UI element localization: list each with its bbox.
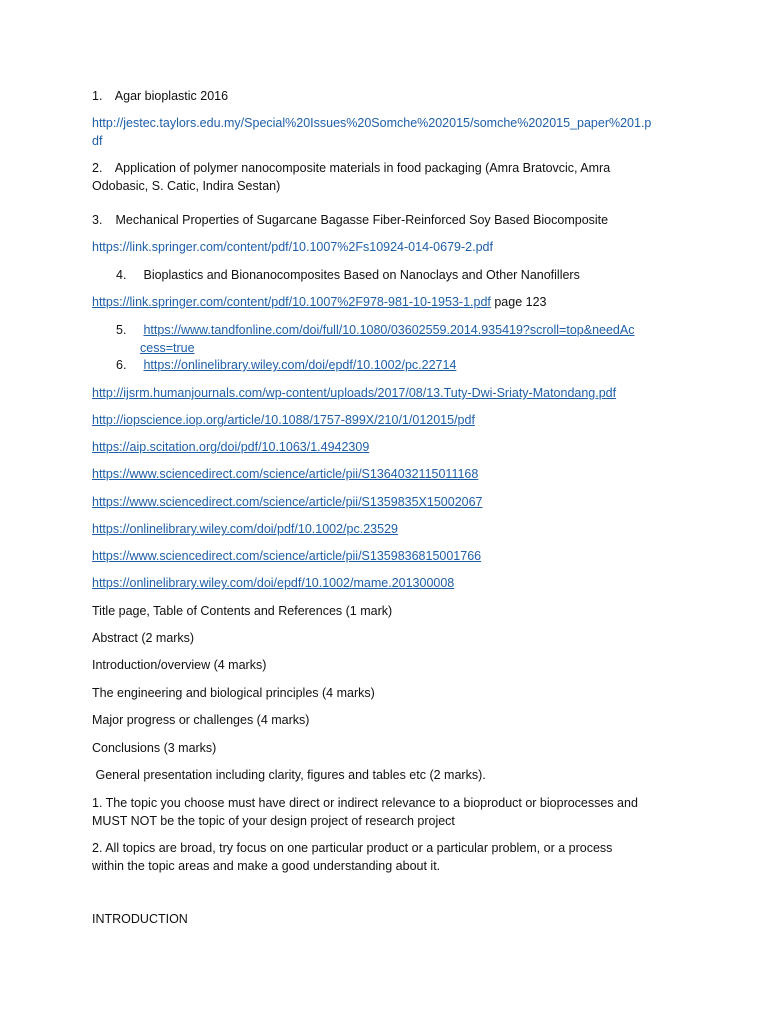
item-1-number: 1.: [92, 89, 103, 103]
item-5: [116, 321, 634, 339]
item-1-url-line-1[interactable]: http://jestec.taylors.edu.my/Special%20Issues%20Somche%202015/somche%202015_paper%201.p: [92, 116, 652, 130]
item-3-title: Mechanical Properties of Sugarcane Bagasse Fiber-Reinforced Soy Based Biocomposite: [115, 213, 609, 227]
section-heading: INTRODUCTION: [92, 912, 188, 926]
item-1-title: Agar bioplastic 2016: [114, 89, 229, 103]
item-4: [116, 266, 580, 284]
rubric-item: General presentation including clarity, figures and tables etc (2 marks).: [92, 768, 486, 782]
item-4-url[interactable]: https://link.springer.com/content/pdf/10.1007%2F978-981-10-1953-1.pdf: [92, 295, 491, 309]
rubric-item: Conclusions (3 marks): [92, 741, 217, 755]
rubric-item: Major progress or challenges (4 marks): [92, 713, 310, 727]
reference-link[interactable]: https://onlinelibrary.wiley.com/doi/pdf/10.1002/pc.23529: [92, 522, 398, 536]
item-2-number: 2.: [92, 161, 103, 175]
item-2-title-line-1: Application of polymer nanocomposite materials in food packaging (Amra Bratovcic, Amra: [114, 161, 611, 175]
rubric-item: Abstract (2 marks): [92, 631, 195, 645]
rubric-item: Title page, Table of Contents and References (1 mark): [92, 604, 393, 618]
item-4-page-note: page 123: [490, 295, 547, 309]
item-2: [92, 159, 610, 177]
item-4-number: 4.: [116, 268, 127, 282]
rubric-item: Introduction/overview (4 marks): [92, 658, 267, 672]
reference-link[interactable]: http://ijsrm.humanjournals.com/wp-content/uploads/2017/08/13.Tuty-Dwi-Sriaty-Matondang.pdf: [92, 386, 617, 400]
item-5-url-line-1[interactable]: https://www.tandfonline.com/doi/full/10.1080/03602559.2014.935419?scroll=top&needAc: [143, 323, 635, 337]
reference-link[interactable]: https://onlinelibrary.wiley.com/doi/epdf/10.1002/mame.201300008: [92, 576, 455, 590]
reference-link[interactable]: https://aip.scitation.org/doi/pdf/10.1063/1.4942309: [92, 440, 370, 454]
reference-link[interactable]: https://www.sciencedirect.com/science/article/pii/S1364032115011168: [92, 467, 479, 481]
item-5-number: 5.: [116, 323, 127, 337]
item-4-title: Bioplastics and Bionanocomposites Based on Nanoclays and Other Nanofillers: [143, 268, 580, 282]
note-2-line-2: within the topic areas and make a good understanding about it.: [92, 859, 441, 873]
item-3-url[interactable]: https://link.springer.com/content/pdf/10.1007%2Fs10924-014-0679-2.pdf: [92, 240, 493, 254]
note-2-line-1: 2. All topics are broad, try focus on one particular product or a particular problem, or a process: [92, 841, 613, 855]
item-1: [92, 87, 228, 105]
item-3: [92, 211, 608, 229]
reference-link[interactable]: https://www.sciencedirect.com/science/article/pii/S1359835X15002067: [92, 495, 483, 509]
note-1-line-1: 1. The topic you choose must have direct or indirect relevance to a bioproduct or bioprocesses and: [92, 796, 638, 810]
item-3-number: 3.: [92, 213, 103, 227]
item-6-number: 6.: [116, 358, 127, 372]
item-5-url-line-2[interactable]: cess=true: [140, 341, 195, 355]
item-6: [116, 356, 456, 374]
item-1-url-line-2[interactable]: df: [92, 134, 103, 148]
note-1-line-2: MUST NOT be the topic of your design project of research project: [92, 814, 455, 828]
reference-link[interactable]: http://iopscience.iop.org/article/10.1088/1757-899X/210/1/012015/pdf: [92, 413, 475, 427]
item-6-url[interactable]: https://onlinelibrary.wiley.com/doi/epdf/10.1002/pc.22714: [143, 358, 457, 372]
item-4-url-line: [92, 293, 546, 311]
item-2-title-line-2: Odobasic, S. Catic, Indira Sestan): [92, 179, 281, 193]
reference-link[interactable]: https://www.sciencedirect.com/science/article/pii/S1359836815001766: [92, 549, 482, 563]
rubric-item: The engineering and biological principles (4 marks): [92, 686, 375, 700]
